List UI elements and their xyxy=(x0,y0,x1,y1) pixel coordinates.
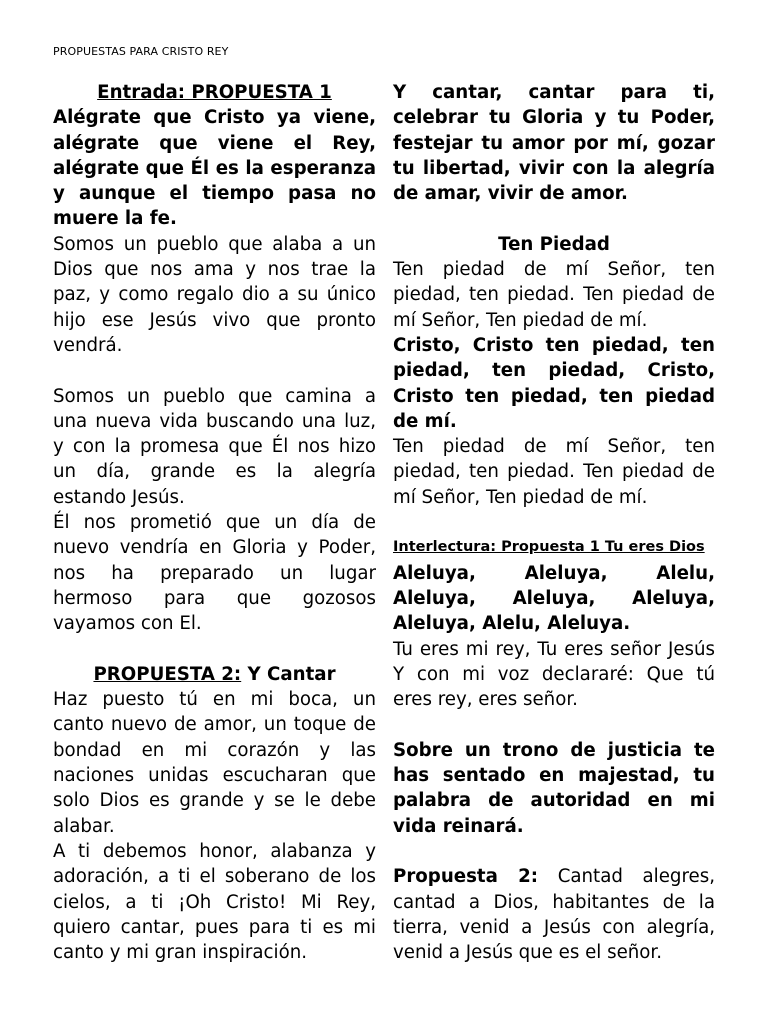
entrada-verse-2: Somos un pueblo que camina a una nueva vida buscando una luz, y con la promesa que Él nos hizo un día, grande es la alegría estando Jesús. xyxy=(53,385,376,508)
spacer xyxy=(393,510,715,535)
spacer xyxy=(53,637,376,662)
page-header: PROPUESTAS PARA CRISTO REY xyxy=(53,45,229,58)
ten-piedad-verse-3: Ten piedad de mí Señor, ten piedad, ten piedad. Ten piedad de mí Señor, Ten piedad de mí. xyxy=(393,436,715,508)
entrada-verse-1: Somos un pueblo que alaba a un Dios que nos ama y nos trae la paz, y como regalo dio a su único hijo ese Jesús vivo que pronto vendrá. xyxy=(53,233,376,356)
propuesta-2-verse-1: Haz puesto tú en mi boca, un canto nuevo de amor, un toque de bondad en mi corazón y las naciones unidas escucharan que solo Dios es grande y se le debe alabar. xyxy=(53,689,376,837)
entrada-chorus: Alégrate que Cristo ya viene, alégrate que viene el Rey, alégrate que Él es la esperanza y aunque el tiempo pasa no muere la fe. xyxy=(53,107,376,230)
propuesta-2-paragraph xyxy=(393,864,715,965)
entrada-title: Entrada: PROPUESTA 1 xyxy=(97,82,332,103)
interlectura-chorus: Aleluya, Aleluya, Alelu, Aleluya, Aleluya, Aleluya, Aleluya, Alelu, Aleluya. xyxy=(393,562,715,635)
propuesta-2-title-label: PROPUESTA 2: xyxy=(93,663,242,685)
spacer xyxy=(393,712,715,737)
propuesta-2-title-rest: Y Cantar xyxy=(241,663,336,685)
interlectura-verse-2: Sobre un trono de justicia te has sentado en majestad, tu palabra de autoridad en mi vida reinará. xyxy=(393,739,715,837)
ten-piedad-title: Ten Piedad xyxy=(498,233,610,255)
interlectura-verse-1: Tu eres mi rey, Tu eres señor Jesús Y con mi voz declararé: Que tú eres rey, eres señor. xyxy=(393,638,715,711)
spacer xyxy=(393,839,715,864)
interlectura-title: Interlectura: Propuesta 1 Tu eres Dios xyxy=(393,539,705,556)
propuesta-2-text: Cantad alegres, cantad a Dios, habitantes de la tierra, venid a Jesús con alegría, venid a Jesús que es el señor. xyxy=(393,866,715,964)
left-column xyxy=(53,80,376,965)
propuesta-2-title xyxy=(53,662,376,687)
spacer xyxy=(393,206,715,231)
propuesta-2-label: Propuesta 2: xyxy=(393,866,539,888)
propuesta-2-verse-2: A ti debemos honor, alabanza y adoración, a ti el soberano de los cielos, a ti ¡Oh Cristo! Mi Rey, quiero cantar, pues para ti es mi canto y mi gran inspiración. xyxy=(53,840,376,964)
spacer xyxy=(53,358,376,383)
ten-piedad-verse-2: Cristo, Cristo ten piedad, ten piedad, ten piedad, Cristo, Cristo ten piedad, ten piedad de mí. xyxy=(393,334,715,432)
ten-piedad-verse-1: Ten piedad de mí Señor, ten piedad, ten piedad. Ten piedad de mí Señor, Ten piedad de mí. xyxy=(393,259,715,331)
entrada-verse-3: Él nos prometió que un día de nuevo vendría en Gloria y Poder, nos ha preparado un lugar hermoso para que gozosos vayamos con El. xyxy=(53,512,376,635)
right-column xyxy=(393,80,715,965)
propuesta-2-chorus: Y cantar, cantar para ti, celebrar tu Gloria y tu Poder, festejar tu amor por mí, gozar tu libertad, vivir con la alegría de amar, vivir de amor. xyxy=(393,82,715,205)
